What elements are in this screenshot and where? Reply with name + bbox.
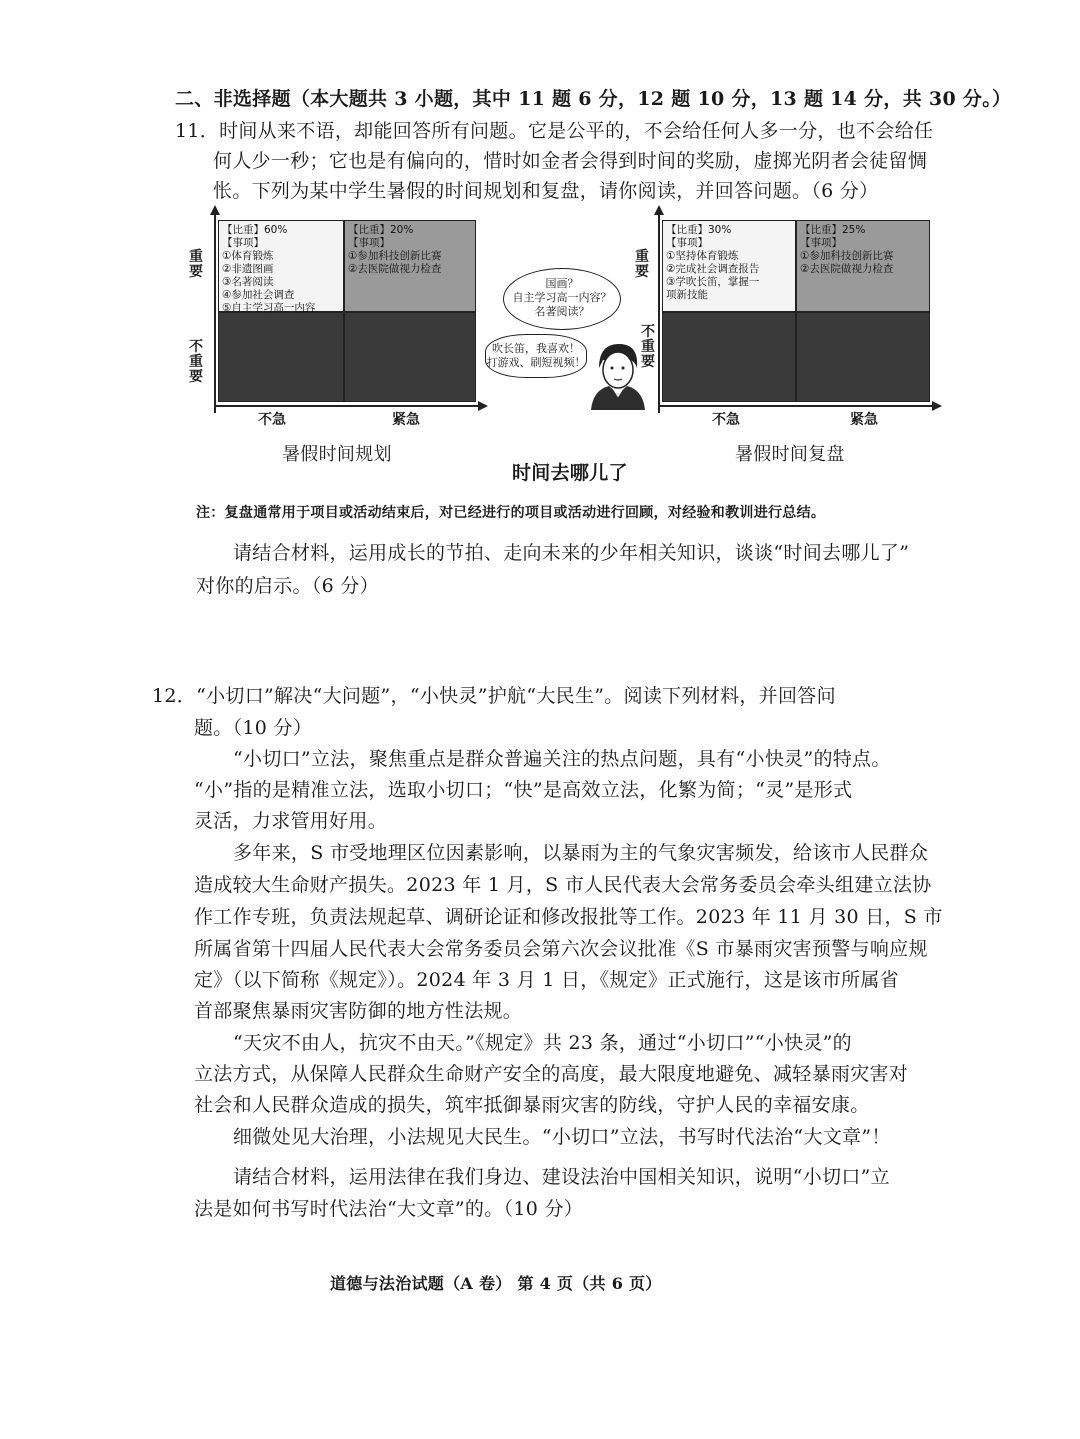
q11-question-line-1: 请结合材料，运用成长的节拍、走向未来的少年相关知识，谈谈“时间去哪儿了” [233,542,910,564]
right-tr-text: 【比重】25% 【事项】 ①参加科技创新比赛 ②去医院做视力检查 [800,224,894,275]
left-tr-text: 【比重】20% 【事项】 ①参加科技创新比赛 ②去医院做视力检查 [348,224,442,275]
left-chart-caption: 暑假时间规划 [282,444,392,465]
q12-para-line-11: 立法方式，从保障人民群众生命财产安全的高度，最大限度地避免、减轻暴雨灾害对 [194,1063,909,1085]
q12-para-line-4: 多年来，S 市受地理区位因素影响，以暴雨为主的气象灾害频发，给该市人民群众 [233,842,929,864]
left-tl-text: 【比重】60% 【事项】 ①体育锻炼 ②非遗图画 ③名著阅读 ④参加社会调查 ⑤自主学习高一内容 [222,224,316,314]
q12-para-line-5: 造成较大生命财产损失。2023 年 1 月，S 市人民代表大会常务委员会牵头组建立法协 [194,874,932,896]
right-x-right-label: 紧急 [850,412,878,428]
q11-note: 注：复盘通常用于项目或活动结束后，对已经进行的项目或活动进行回顾，对经验和教训进行总结。 [196,505,826,521]
right-y-bottom-label: 不重要 [641,324,655,370]
review-quadrant-chart [628,205,948,435]
q12-para-line-12: 社会和人民群众造成的损失，筑牢抵御暴雨灾害的防线，守护人民的幸福安康。 [194,1094,870,1116]
quadrant-unimportant-not-urgent [662,312,796,402]
left-x-left-label: 不急 [258,412,286,428]
q12-para-line-10: “天灾不由人，抗灾不由天。”《规定》共 23 条，通过“小切口”“小快灵”的 [233,1032,852,1054]
right-chart-caption: 暑假时间复盘 [735,444,845,465]
thought-bubble: 国画？ 自主学习高一内容？ 名著阅读？ [503,268,621,330]
q11-question-line-2: 对你的启示。（6 分） [196,575,379,597]
q12-para-line-7: 所属省第十四届人民代表大会常务委员会第六次会议批准《S 市暴雨灾害预警与响应规 [194,938,928,960]
q12-question-line-2: 法是如何书写时代法治“大文章”的。（10 分） [194,1198,584,1220]
q12-para-line-6: 作工作专班，负责法规起草、调研论证和修改报批等工作。2023 年 11 月 30 日，S 市 [194,906,943,928]
q12-line-2: 题。（10 分） [194,717,313,739]
right-tl-text: 【比重】30% 【事项】 ①坚持体育锻炼 ②完成社会调查报告 ③学吹长笛，掌握一 项新技能 [666,224,760,301]
q12-para-line-8: 定》（以下简称《规定》）。2024 年 3 月 1 日，《规定》正式施行，这是该市所属省 [194,969,899,991]
left-y-top-label: 重要 [189,249,203,280]
q12-line-1: 12．“小切口”解决“大问题”，“小快灵”护航“大民生”。阅读下列材料，并回答问 [152,685,836,707]
figure-title: 时间去哪儿了 [512,462,628,484]
q12-para-line-3: 灵活，力求管用好用。 [194,810,388,832]
section-header: 二、非选择题（本大题共 3 小题，其中 11 题 6 分，12 题 10 分，13 题 14 分，共 30 分。） [175,88,1012,110]
right-y-top-label: 重要 [635,249,649,280]
speech-bubble: 吹长笛，我喜欢！ 打游戏、刷短视频！ [485,334,587,378]
q12-para-line-2: “小”指的是精准立法，选取小切口；“快”是高效立法，化繁为简；“灵”是形式 [194,779,853,801]
quadrant-unimportant-urgent [344,312,476,402]
q12-question-line-1: 请结合材料，运用法律在我们身边、建设法治中国相关知识，说明“小切口”立 [233,1166,890,1188]
quadrant-unimportant-not-urgent [218,312,344,402]
left-x-right-label: 紧急 [392,412,420,428]
left-y-bottom-label: 不重要 [189,339,203,385]
planning-quadrant-chart [180,205,490,435]
right-x-left-label: 不急 [712,412,740,428]
q11-line-2: 何人少一秒；它也是有偏向的，惜时如金者会得到时间的奖励，虚掷光阴者会徒留惆 [213,150,928,172]
q11-line-3: 怅。下列为某中学生暑假的时间规划和复盘，请你阅读，并回答问题。（6 分） [213,180,879,202]
q12-para-line-1: “小切口”立法，聚焦重点是群众普遍关注的热点问题，具有“小快灵”的特点。 [233,748,891,770]
quadrant-unimportant-urgent [796,312,930,402]
q12-para-line-9: 首部聚焦暴雨灾害防御的地方性法规。 [194,1000,523,1022]
page-footer: 道德与法治试题（A 卷） 第 4 页（共 6 页） [330,1274,662,1293]
q12-para-line-13: 细微处见大治理，小法规见大民生。“小切口”立法，书写时代法治“大文章”！ [233,1126,891,1148]
q11-line-1: 11．时间从来不语，却能回答所有问题。它是公平的，不会给任何人多一分，也不会给任 [175,120,934,142]
